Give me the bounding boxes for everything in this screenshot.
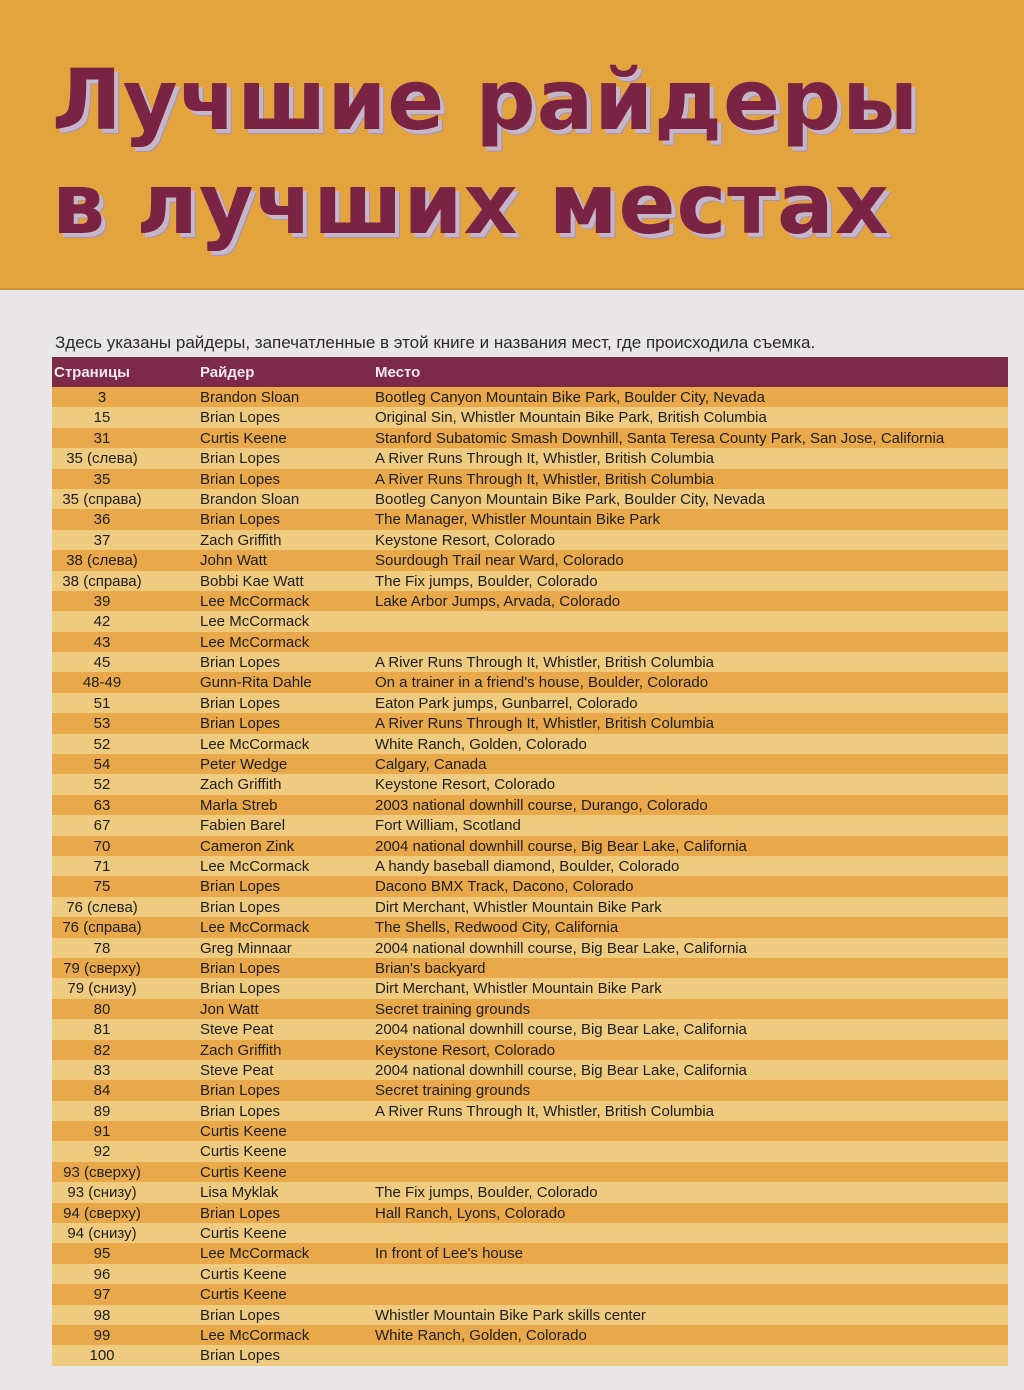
cell-page: 93 (сверху) xyxy=(63,1163,141,1181)
cell-page: 99 xyxy=(93,1326,111,1344)
cell-rider: Brian Lopes xyxy=(200,1347,281,1365)
table-row xyxy=(52,448,1008,468)
cell-place: Brian's backyard xyxy=(375,959,486,977)
table-row xyxy=(52,958,1008,978)
cell-page: 3 xyxy=(97,389,107,406)
table-row xyxy=(52,1284,1008,1304)
cell-place: Keystone Resort, Colorado xyxy=(375,776,556,794)
cell-rider: Lee McCormack xyxy=(200,592,310,610)
cell-place: A River Runs Through It, Whistler, British Columbia xyxy=(375,450,715,468)
cell-place: Secret training grounds xyxy=(375,1082,531,1100)
cell-place: White Ranch, Golden, Colorado xyxy=(375,1326,587,1344)
cell-page: 79 (снизу) xyxy=(67,980,137,998)
cell-page: 76 (справа) xyxy=(62,919,142,937)
table-row xyxy=(52,1325,1008,1345)
table-row xyxy=(52,1243,1008,1263)
table-row xyxy=(52,836,1008,856)
cell-place: 2004 national downhill course, Big Bear Lake, California xyxy=(375,939,747,957)
cell-place: Eaton Park jumps, Gunbarrel, Colorado xyxy=(375,694,638,712)
table-row xyxy=(52,1162,1008,1182)
cell-page: 83 xyxy=(93,1061,111,1079)
cell-place: Sourdough Trail near Ward, Colorado xyxy=(375,552,624,570)
table-row xyxy=(52,897,1008,917)
table-row xyxy=(52,387,1008,407)
title-line-1: Лучшие райдеры xyxy=(52,51,920,149)
table-row xyxy=(52,1345,1008,1365)
cell-rider: Jon Watt xyxy=(200,1000,259,1018)
cell-rider: Curtis Keene xyxy=(200,1123,287,1141)
table-row xyxy=(52,428,1008,448)
title-line-2: в лучших местах xyxy=(52,155,890,253)
cell-rider: Brian Lopes xyxy=(200,715,281,733)
cell-place: Original Sin, Whistler Mountain Bike Park, British Columbia xyxy=(375,409,767,427)
cell-page: 95 xyxy=(93,1245,111,1263)
cell-rider: Lee McCormack xyxy=(200,1326,310,1344)
table-row xyxy=(52,713,1008,733)
cell-rider: Lee McCormack xyxy=(200,919,310,937)
cell-place: Dirt Merchant, Whistler Mountain Bike Park xyxy=(375,980,662,998)
table-row xyxy=(52,469,1008,489)
cell-page: 42 xyxy=(93,613,111,631)
table-row xyxy=(52,1101,1008,1121)
cell-place: Whistler Mountain Bike Park skills center xyxy=(375,1306,646,1324)
table-row xyxy=(52,550,1008,570)
cell-place: Secret training grounds xyxy=(375,1000,531,1018)
cell-rider: Brandon Sloan xyxy=(200,389,300,406)
cell-page: 70 xyxy=(93,837,111,855)
table-row xyxy=(52,530,1008,550)
cell-page: 75 xyxy=(93,878,111,896)
cell-rider: Brian Lopes xyxy=(200,511,281,529)
cell-place: Hall Ranch, Lyons, Colorado xyxy=(375,1204,566,1222)
cell-rider: Fabien Barel xyxy=(200,817,286,835)
cell-page: 38 (справа) xyxy=(62,572,142,590)
cell-rider: Bobbi Kae Watt xyxy=(200,572,304,590)
cell-rider: Brian Lopes xyxy=(200,1082,281,1100)
cell-page: 43 xyxy=(93,633,111,651)
cell-rider: Greg Minnaar xyxy=(200,939,292,957)
cell-rider: Curtis Keene xyxy=(200,1163,287,1181)
column-header-pages: Страницы xyxy=(54,364,130,381)
cell-rider: Brian Lopes xyxy=(200,470,281,488)
table-row xyxy=(52,1060,1008,1080)
cell-page: 36 xyxy=(93,511,111,529)
cell-page: 38 (слева) xyxy=(66,552,138,570)
cell-place: In front of Lee's house xyxy=(375,1245,523,1263)
cell-place: Fort William, Scotland xyxy=(375,817,521,835)
cell-page: 80 xyxy=(93,1000,111,1018)
cell-rider: Brian Lopes xyxy=(200,980,281,998)
cell-place: The Shells, Redwood City, California xyxy=(375,919,619,937)
cell-place: Keystone Resort, Colorado xyxy=(375,1041,556,1059)
cell-page: 53 xyxy=(93,715,111,733)
column-header-rider: Райдер xyxy=(200,364,255,381)
cell-rider: Curtis Keene xyxy=(200,1286,287,1304)
column-header-place: Место xyxy=(375,364,421,381)
cell-page: 100 xyxy=(89,1347,115,1365)
cell-place: On a trainer in a friend's house, Boulder, Colorado xyxy=(375,674,709,692)
cell-rider: Lisa Myklak xyxy=(200,1184,279,1202)
cell-place: A River Runs Through It, Whistler, British Columbia xyxy=(375,654,715,672)
cell-rider: Steve Peat xyxy=(200,1021,274,1039)
cell-page: 15 xyxy=(93,409,111,427)
cell-rider: Brandon Sloan xyxy=(200,490,300,508)
cell-page: 48-49 xyxy=(82,674,122,692)
cell-place: A River Runs Through It, Whistler, British Columbia xyxy=(375,715,715,733)
cell-rider: Brian Lopes xyxy=(200,450,281,468)
cell-place: Calgary, Canada xyxy=(375,756,487,774)
cell-rider: Brian Lopes xyxy=(200,878,281,896)
cell-page: 51 xyxy=(93,694,111,712)
cell-page: 39 xyxy=(93,592,111,610)
riders-table xyxy=(52,357,1008,1366)
table-row xyxy=(52,734,1008,754)
cell-place: Bootleg Canyon Mountain Bike Park, Boulder City, Nevada xyxy=(375,389,765,406)
cell-place: Stanford Subatomic Smash Downhill, Santa Teresa County Park, San Jose, California xyxy=(375,429,945,447)
cell-rider: Steve Peat xyxy=(200,1061,274,1079)
table-row xyxy=(52,938,1008,958)
cell-place: 2004 national downhill course, Big Bear Lake, California xyxy=(375,837,747,855)
cell-page: 96 xyxy=(93,1265,111,1283)
cell-page: 94 (снизу) xyxy=(67,1225,137,1243)
cell-rider: Zach Griffith xyxy=(200,531,282,549)
cell-rider: Brian Lopes xyxy=(200,694,281,712)
cell-page: 35 (справа) xyxy=(62,490,142,508)
cell-place: 2004 national downhill course, Big Bear Lake, California xyxy=(375,1021,747,1039)
table-row xyxy=(52,591,1008,611)
table-row xyxy=(52,978,1008,998)
page-header xyxy=(0,0,1024,290)
cell-page: 37 xyxy=(93,531,111,549)
cell-rider: Lee McCormack xyxy=(200,1245,310,1263)
cell-place: A River Runs Through It, Whistler, British Columbia xyxy=(375,1102,715,1120)
cell-place: The Fix jumps, Boulder, Colorado xyxy=(375,572,598,590)
cell-page: 54 xyxy=(93,756,111,774)
cell-rider: Curtis Keene xyxy=(200,1225,287,1243)
cell-rider: Brian Lopes xyxy=(200,1102,281,1120)
table-row xyxy=(52,754,1008,774)
cell-page: 52 xyxy=(93,776,111,794)
table-row xyxy=(52,795,1008,815)
cell-rider: Brian Lopes xyxy=(200,409,281,427)
cell-page: 92 xyxy=(93,1143,111,1161)
table-row xyxy=(52,1305,1008,1325)
cell-place: The Manager, Whistler Mountain Bike Park xyxy=(375,511,661,529)
cell-page: 35 (слева) xyxy=(66,450,138,468)
cell-page: 45 xyxy=(93,654,111,672)
cell-page: 94 (сверху) xyxy=(63,1204,141,1222)
table-row xyxy=(52,1141,1008,1161)
cell-rider: Brian Lopes xyxy=(200,1306,281,1324)
cell-rider: Gunn-Rita Dahle xyxy=(200,674,312,692)
cell-rider: Cameron Zink xyxy=(200,837,295,855)
table-row xyxy=(52,1203,1008,1223)
table-row xyxy=(52,856,1008,876)
table-row xyxy=(52,1080,1008,1100)
table-body xyxy=(52,387,1008,1366)
cell-rider: Lee McCormack xyxy=(200,633,310,651)
cell-place: Keystone Resort, Colorado xyxy=(375,531,556,549)
intro-text: Здесь указаны райдеры, запечатленные в этой книге и названия мест, где происходила съемка. xyxy=(55,333,816,352)
cell-page: 89 xyxy=(93,1102,111,1120)
table-row xyxy=(52,1223,1008,1243)
cell-rider: Brian Lopes xyxy=(200,898,281,916)
table-row xyxy=(52,1019,1008,1039)
cell-rider: Brian Lopes xyxy=(200,654,281,672)
cell-page: 63 xyxy=(93,796,111,814)
cell-rider: Marla Streb xyxy=(200,796,278,814)
cell-rider: John Watt xyxy=(200,552,267,570)
cell-page: 35 xyxy=(93,470,111,488)
table-row xyxy=(52,611,1008,631)
cell-page: 31 xyxy=(93,429,111,447)
cell-place: A River Runs Through It, Whistler, British Columbia xyxy=(375,470,715,488)
table-row xyxy=(52,571,1008,591)
cell-rider: Lee McCormack xyxy=(200,613,310,631)
cell-rider: Peter Wedge xyxy=(200,756,288,774)
table-row xyxy=(52,917,1008,937)
table-row xyxy=(52,672,1008,692)
cell-rider: Curtis Keene xyxy=(200,429,287,447)
table-row xyxy=(52,407,1008,427)
cell-place: Bootleg Canyon Mountain Bike Park, Boulder City, Nevada xyxy=(375,490,765,508)
cell-place: Dacono BMX Track, Dacono, Colorado xyxy=(375,878,634,896)
cell-page: 76 (слева) xyxy=(66,898,138,916)
cell-rider: Lee McCormack xyxy=(200,735,310,753)
cell-page: 97 xyxy=(93,1286,111,1304)
cell-place: Lake Arbor Jumps, Arvada, Colorado xyxy=(375,592,621,610)
cell-place: The Fix jumps, Boulder, Colorado xyxy=(375,1184,598,1202)
table-row xyxy=(52,876,1008,896)
table-row xyxy=(52,652,1008,672)
table-row xyxy=(52,509,1008,529)
table-row xyxy=(52,1121,1008,1141)
table-row xyxy=(52,632,1008,652)
cell-rider: Brian Lopes xyxy=(200,959,281,977)
cell-page: 93 (снизу) xyxy=(67,1184,137,1202)
cell-place: Dirt Merchant, Whistler Mountain Bike Park xyxy=(375,898,662,916)
cell-rider: Zach Griffith xyxy=(200,776,282,794)
page-title xyxy=(52,48,919,256)
cell-rider: Brian Lopes xyxy=(200,1204,281,1222)
cell-place: A handy baseball diamond, Boulder, Colorado xyxy=(375,857,680,875)
cell-page: 91 xyxy=(93,1123,111,1141)
cell-page: 84 xyxy=(93,1082,111,1100)
table-row xyxy=(52,489,1008,509)
cell-place: 2004 national downhill course, Big Bear Lake, California xyxy=(375,1061,747,1079)
table-header xyxy=(52,357,1008,387)
cell-place: 2003 national downhill course, Durango, Colorado xyxy=(375,796,708,814)
table-row xyxy=(52,999,1008,1019)
cell-page: 71 xyxy=(93,857,111,875)
cell-rider: Curtis Keene xyxy=(200,1265,287,1283)
table-row xyxy=(52,815,1008,835)
table-row xyxy=(52,1182,1008,1202)
cell-page: 52 xyxy=(93,735,111,753)
table-row xyxy=(52,774,1008,794)
cell-rider: Lee McCormack xyxy=(200,857,310,875)
cell-rider: Zach Griffith xyxy=(200,1041,282,1059)
table-row xyxy=(52,1040,1008,1060)
cell-page: 98 xyxy=(93,1306,111,1324)
cell-page: 79 (сверху) xyxy=(63,959,141,977)
cell-page: 78 xyxy=(93,939,111,957)
cell-page: 82 xyxy=(93,1041,111,1059)
cell-place: White Ranch, Golden, Colorado xyxy=(375,735,587,753)
cell-page: 81 xyxy=(93,1021,111,1039)
cell-page: 67 xyxy=(93,817,111,835)
table-row xyxy=(52,1264,1008,1284)
table-row xyxy=(52,693,1008,713)
cell-rider: Curtis Keene xyxy=(200,1143,287,1161)
